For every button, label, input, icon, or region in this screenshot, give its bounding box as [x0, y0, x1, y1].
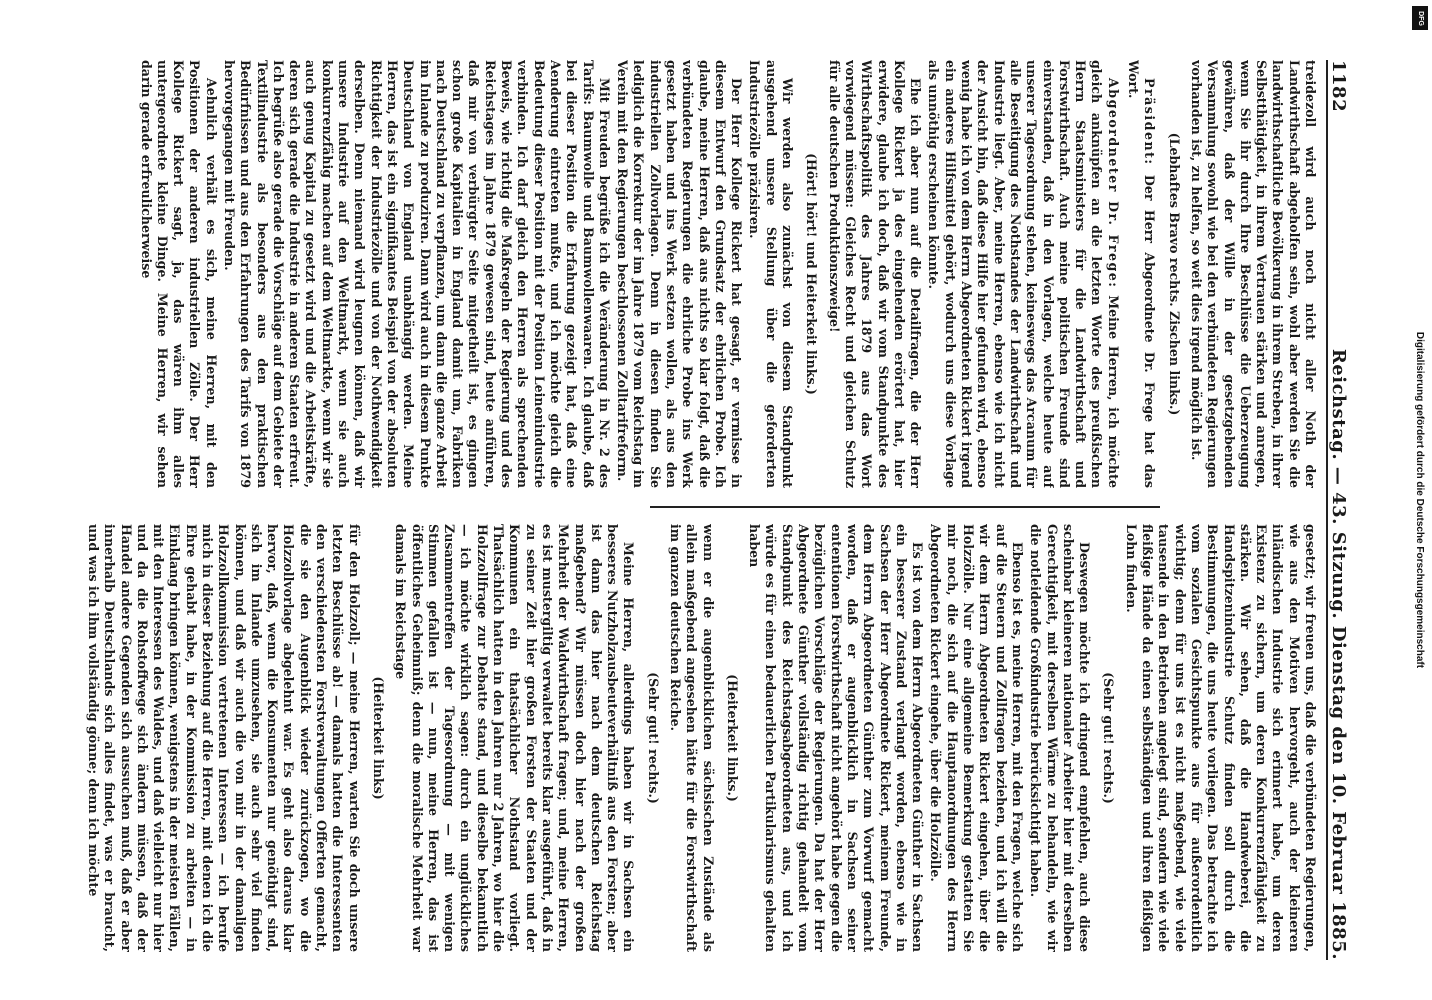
- body-paragraph: [392, 524, 636, 952]
- page-number: 1182: [1328, 60, 1349, 113]
- dfg-logo-text: DFG: [1416, 10, 1424, 26]
- speech-paragraph: [1125, 60, 1158, 488]
- paragraph-text: Mit Freuden begrüße ich die Veränderung in Nr. 2 des Tarifs: Baumwolle und Baumwollenwaaren. Ich glaube, daß bei dieser Position die Erfahrung gezeigt hat, daß eine Aenderung eintreten mußte, und ich möchte gleich die Bedeutung dieser Position mit der Position Leinenindustrie verbinden. Ich darf gleich den Herren als sprechenden Beweis, wie richtig die Maßregeln der Regierung und des Reichstages im Jahre 1879 gewesen sind, heute anführen, daß mir von verbürgter Seite mitgetheilt ist, es gingen schon große Kapitalien in England damit um, Fabriken nach Deutschland zu verpflanzen, um dann die ganze Arbeit im Inlande zu produziren. Dann wird auch in diesem Punkte Deutschland von England unabhängig werden. Meine Herren, das ist ein signifikantes Beispiel von der absoluten Richtigkeit der Industriezölle und von der Nothwendigkeit derselben. Denn niemand wird leugnen können, daß wir unsere Industrie auf den Weltmarkt, wenn sie auch konkurrenzfähig machen auf dem Weltmarkte, wenn wir sie auch genug Kapital zu gesetzt wird und die Arbeitskräfte, deren sich gerade die Industrie in anderen Staaten erfreut. Ich begrüße also gerade die Vorschläge auf dem Gebiete der Textilindustrie als besonders aus den praktischen Bedürfnissen und aus den Erfahrungen des Tarifs von 1879 hervorgegangen mit Freuden.: [222, 60, 612, 488]
- speaker-name: Präsident:: [1142, 78, 1158, 166]
- running-title: Reichstag. — 43. Sitzung. Dienstag den 10. Februar 1885.: [1328, 348, 1349, 960]
- paragraph-text: (Sehr gut! rechts.): [645, 672, 661, 804]
- paragraph-text: Es ist von dem Herrn Abgeordneten Günther in Sachsen ein besserer Zustand verlangt worden, ebenso wie in Sachsen der Herr Abgeordnete Rickert, meinem Freunde, dem Herrn Abgeordneten Günther zum Vorwurf gemacht worden, daß er augenblicklich in Sachsen seiner ententionen Forstwirthschaft nicht angehört habe gegen die bezüglichen Vorschläge der Regierungen. Da hat der Herr Abgeordnete Günther vollständig richtig gehandelt vom Standpunkt des Reichstagsabgeordneten aus, und ich würde es für einen bedauerlichen Partikularismus gehalten haben: [747, 524, 926, 952]
- paragraph-text: Meine Herren, ich möchte gleich anknüpfen an die letzten Worte des preußischen Herrn Staatsministers für die Landwirthschaft und Forstwirthschaft. Auch meine politischen Freunde sind einverstanden, daß in den Vorlagen, welche heute auf unserer Tagesordnung stehen, keineswegs das Arcanum für alle Beseitigung des Nothstandes der Landwirthschaft und Industrie liegt. Aber, meine Herren, ebenso wie ich nicht der Ansicht bin, daß diese Hilfe hier gefunden wird, ebenso wenig habe ich von dem Herrn Abgeordneten Rickert irgend ein anderes Hilfsmittel gehört, wodurch uns diese Vorlage als unnöthig erscheinen könnte.: [926, 60, 1121, 488]
- paragraph-text: (Lebhaftes Bravo rechts. Zischen links.): [1166, 132, 1182, 416]
- paragraph-text: (Heiterkeit links.): [724, 674, 740, 802]
- dfg-logo: [1412, 6, 1428, 30]
- paragraph-text: wenn er die augenblicklichen sächsischen Zustände als allein maßgebend angesehen hätte für die Forstwirthschaft im ganzen deutschen Reiche.: [668, 524, 716, 952]
- paragraph-text: für den Holzzoll; — meine Herren, warten Sie doch unsere letzten Beschlüsse ab! — damals hatten die Interessenten den verschiedensten Forstverwaltungen Offerten gemacht, die sie den Augenblick wieder zurückzogen, wo die Holzzollvorlage abgelehnt war. Es geht also daraus klar hervor, daß, wenn die Konsumenten nur genöthigt sind, sich im Inlande umzusehen, sie auch sehr viel finden können, und daß wir auch die von mir in der damaligen Holzzollkommission vertretenen Interessen — ich berufe mich in dieser Beziehung auf die Herren, mit denen ich die Ehre gehabt habe, in der Kommission zu arbeiten — in Einklang bringen können, wenigstens in der meisten Fällen, mit den Interessen des Waldes, und daß vielleicht nur hier und da die Rohstoffwege sich ändern müssen, daß der Handel andere Gegenden sich aussuchen muß, daß er aber innerhalb Deutschlands sich alles findet, was er braucht, und was ich ihm vollständig gönne; denn ich möchte: [85, 524, 362, 952]
- reaction-note: [803, 60, 819, 488]
- body-paragraph: [825, 60, 923, 488]
- body-paragraph: [614, 60, 744, 488]
- column-divider: [650, 506, 1160, 508]
- page-header: [1326, 60, 1358, 960]
- body-paragraph: [221, 60, 612, 488]
- paragraph-text: gesetzt; wir freuen uns, daß die verbündeten Regierungen, wie aus den Motiven hervorgeht, auch der kleineren inländischen Industrie sich erinnert habe, um deren Existenz zu sichern, um deren Konkurrenzfähigkeit zu stärken. Wir sehen, daß die Handweberei, die Handspitzenindustrie Schutz finden soll durch die Bestimmungen, die uns heute vorliegen. Das betrachte ich vom sozialen Gesichtspunkte aus für außerordentlich wichtig; denn für uns ist es nicht maßgebend, wie viele tausende in den Betrieben angelegt sind, sondern wie viele fleißige Hände da einen selbständigen und ihren fleißigen Lohn finden.: [1123, 524, 1318, 952]
- paragraph-text: (Sehr gut! rechts.): [1101, 672, 1117, 804]
- body-paragraph: [746, 524, 925, 952]
- body-paragraph: [137, 60, 218, 488]
- paragraph-text: Deswegen möchte ich dringend empfehlen, auch diese scheinbar kleineren nationaler Arbeiter hier mit derselben Gerechtigkeit, mit derselben Wärme zu behandeln, wie wir die notleidende Großindustrie berücksichtigt haben.: [1028, 524, 1093, 952]
- reaction-note: [644, 524, 660, 952]
- reaction-note: [724, 524, 740, 952]
- text-column-left: [30, 60, 1318, 488]
- speaker-name: Abgeordneter Dr. Frege:: [1105, 78, 1121, 289]
- text-column-right: [30, 524, 1318, 952]
- paragraph-text: treidezoll wird auch noch nicht aller Noth der Landwirthschaft abgeholfen sein, wohl aber werden Sie die landwirthschaftliche Bevölkerung in ihrem Streben, in ihrer Selbstthätigkeit, in ihrem Vertrauen stärken und anregen, wenn Sie ihr durch Ihre Beschlüsse die Ueberzeugung gewähren, daß der Wille in der gesetzgebenden Versammlung sowohl wie bei den verbündeten Regierungen vorhanden ist, zu helfen, so weit dies irgend möglich ist.: [1188, 60, 1318, 488]
- paragraph-text: Wir werden also zunächst von diesem Standpunkt ausgehend unsere Stellung über die geforderten Industriezölle präzisiren.: [747, 60, 796, 488]
- digitization-note: [1404, 30, 1430, 990]
- speech-paragraph: [925, 60, 1121, 488]
- body-paragraph: [85, 524, 362, 952]
- reaction-note: [1165, 60, 1181, 488]
- paragraph-text: Aehnlich verhält es sich, meine Herren, mit den Positionen der anderen industriellen Zölle. Der Herr Kollege Rickert sagt, ja, das wären ihm alles untergeordnete kleine Dinge. Meine Herren, wir sehen darin gerade erfreulicherweise: [138, 60, 219, 488]
- paragraph-text: Ebenso ist es, meine Herren, mit den Fragen, welche sich auf die Steuern und Zollfragen beziehen, und ich will die wir dem Herrn Abgeordneten Rickert eingehen, über die Holzzölle. Nur eine allgemeine Bemerkung gestatten Sie mir noch, die sich auf die Hauptanordnungen des Herrn Abgeordneten Rickert eingehe, über die Holzzölle.: [928, 524, 1025, 952]
- reaction-note: [1100, 524, 1116, 952]
- body-paragraph: [1027, 524, 1092, 952]
- body-paragraph: [1188, 60, 1318, 488]
- paragraph-text: Der Herr Kollege Rickert hat gesagt, er vermisse in diesem Entwurf den Grundsatz der ehrlichen Probe. Ich glaube, meine Herren, daß aus nichts so klar folgt, daß die verbündeten Regierungen die ehrliche Probe ins Werk gesetzt haben und ins Werk setzen wollen, als aus den industriellen Zollvorlagen. Denn in diesen finden Sie lediglich die Korrektur der im Jahre 1879 vom Reichstag im Verein mit den Regierungen beschlossenen Zolltarifreform.: [615, 60, 745, 488]
- body-paragraph: [667, 524, 716, 952]
- paragraph-text: (Heiterkeit links): [370, 676, 386, 800]
- paragraph-text: Der Herr Abgeordnete Dr. Frege hat das Wort.: [1126, 60, 1158, 488]
- body-paragraph: [927, 524, 1025, 952]
- paragraph-text: (Hört! hört! und Heiterkeit links.): [804, 153, 820, 395]
- digitization-note-text: Digitalisierung gefördert durch die Deutsche Forschungsgemeinschaft: [1414, 331, 1425, 669]
- paragraph-text: Ehe ich aber nun auf die Detailfragen, die der Herr Kollege Rickert ja des eingehenden erörtert hat, hier erwidere, glaube ich doch, daß wir vom Standpunkte des Wirthschaftspolitik des Jahres 1879 aus das Wort vorwiegend müssen: Gleiches Recht und gleichen Schutz für alle deutschen Produktionszweige!: [826, 60, 924, 488]
- paragraph-text: Meine Herren, allerdings haben wir in Sachsen ein besseres Nutzholzausbeuteverhältniß aus den Forsten; aber ist dann das hier nach dem deutschen Reichstag maßgebend? Wir müssen doch hier nach der großen Mehrheit der Waldwirthschaft fragen; und, meine Herren, es ist mustergiltig verwaltet bereits klar ausgeführt, daß in zu seiner Zeit hier großen Forsten der Staaten und der Kommunen ein thatsächlicher Nothstand vorliegt. Thatsächlich hatten in den Jahren nur 2 Jahren, wo hier die Holzzollfrage zur Debatte stand, und dieselbe bekanntlich — ich möchte wirklich sagen: durch ein unglückliches Zusammentreffen der Tagesordnung — mit wenigen Stimmen gefallen ist — nun, meine Herren, das ist öffentliches Geheimniß; denn die moralische Mehrheit war damals im Reichstage: [393, 524, 637, 952]
- reaction-note: [370, 524, 386, 952]
- body-paragraph: [746, 60, 795, 488]
- body-paragraph: [1122, 524, 1318, 952]
